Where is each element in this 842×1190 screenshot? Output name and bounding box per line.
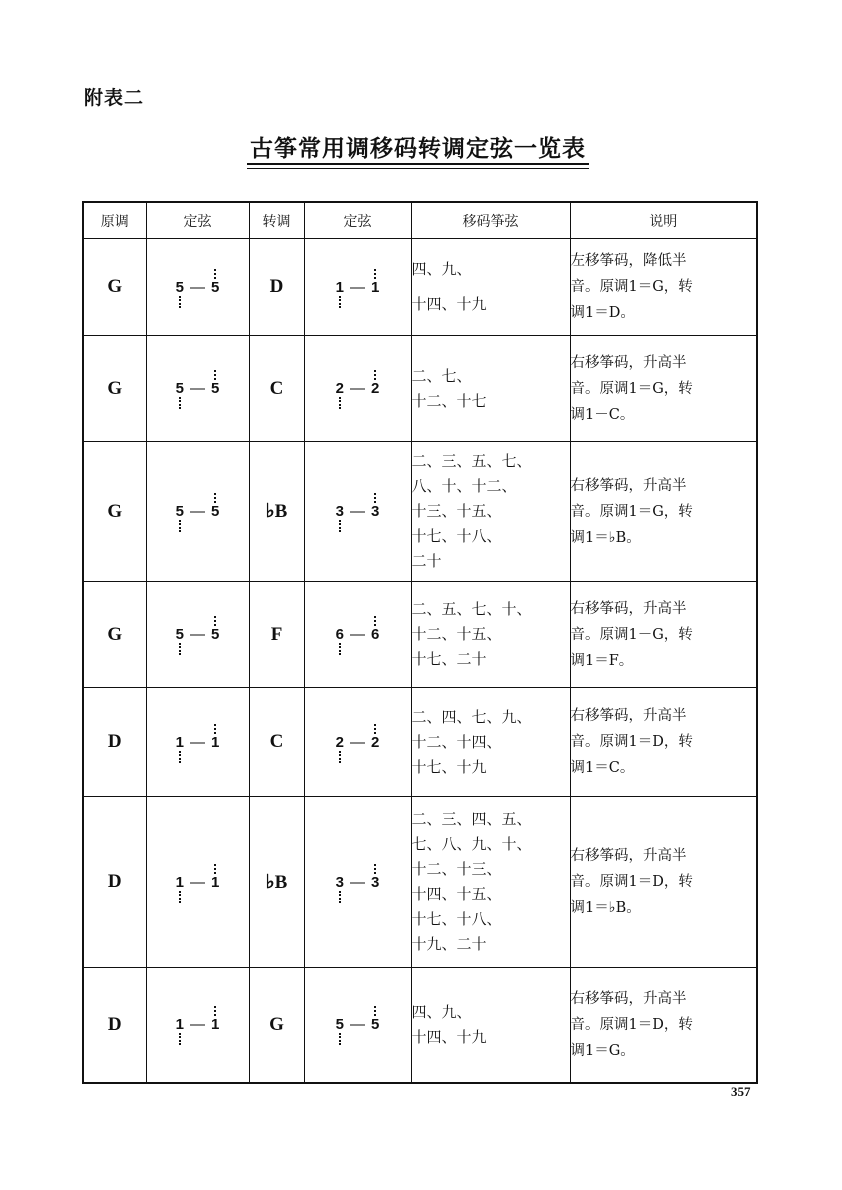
header-remark: 说明 [570,202,757,239]
tuning-cell [146,797,249,968]
string-line: 十四、十五、 [411,885,502,903]
high-octave-note: 1 [211,1016,220,1034]
string-line: 十二、十三、 [411,860,502,878]
remark-cell [570,336,757,442]
string-line: 十七、十八、 [411,910,502,928]
tuning-dash: — [190,626,205,643]
table-row [83,688,757,797]
remark-line: 右移筝码，升高半 [570,990,687,1007]
string-line: 十七、十八、 [411,527,502,545]
title-underline-thick [247,163,589,165]
remark-line: 调1＝F。 [570,652,634,669]
low-octave-note: 5 [335,1016,344,1034]
moved-strings-cell [411,239,570,336]
low-octave-note: 6 [335,626,344,643]
new-tuning-cell [304,582,411,688]
title-underline-thin [247,168,589,169]
low-octave-note: 2 [335,733,344,751]
tuning-cell [146,336,249,442]
moved-strings-cell [411,442,570,582]
remark-cell [570,797,757,968]
remark-cell [570,688,757,797]
header-original-key: 原调 [83,202,146,239]
string-line: 二十 [411,552,442,570]
high-octave-note: 2 [371,733,380,751]
remark-line: 调1＝C。 [570,760,635,776]
remark-line: 右移筝码，升高半 [570,477,687,494]
remark-line: 音。原调1＝D，转 [570,1016,693,1033]
string-line: 十二、十四、 [411,732,502,751]
low-octave-note: 2 [335,380,344,397]
remark-line: 调1－C。 [570,406,635,423]
remark-line: 右移筝码，升高半 [570,354,687,371]
low-octave-note: 1 [175,873,184,891]
high-octave-note: 5 [211,278,220,296]
header-moved-strings: 移码筝弦 [411,202,570,239]
low-octave-note: 5 [175,278,184,296]
remark-line: 音。原调1＝G，转 [570,279,693,295]
header-target-key: 转调 [249,202,304,239]
remark-line: 音。原调1＝D，转 [570,874,693,890]
string-line: 八、十、十二、 [411,477,517,495]
new-tuning-cell [304,239,411,336]
remark-cell [570,582,757,688]
string-line: 十二、十七 [411,391,487,410]
high-octave-note: 6 [371,626,380,643]
tuning-dash: — [350,873,365,891]
string-line: 二、四、七、九、 [411,707,532,726]
tuning-dash: — [350,733,365,751]
remark-line: 调1＝G。 [570,1042,635,1059]
remark-line: 右移筝码，升高半 [570,600,687,617]
moved-strings-cell [411,797,570,968]
page-title: 古筝常用调移码转调定弦一览表 [250,135,586,162]
low-octave-note: 5 [175,503,184,520]
high-octave-note: 3 [371,873,380,891]
remark-cell [570,968,757,1083]
high-octave-note: 3 [371,503,380,520]
tuning-cell [146,688,249,797]
low-octave-note: 5 [175,626,184,643]
new-tuning-cell [304,797,411,968]
low-octave-note: 1 [335,278,344,296]
high-octave-note: 5 [211,380,220,397]
target-key-cell: C [249,336,304,442]
high-octave-note: 5 [211,626,220,643]
tuning-dash: — [350,380,365,397]
string-line: 十四、十九 [411,295,487,313]
string-line: 十七、二十 [411,650,487,668]
string-line: 十九、二十 [411,935,487,953]
target-key-cell: F [249,582,304,688]
target-key-cell: D [249,239,304,336]
original-key-cell: G [83,336,146,442]
table-row [83,239,757,336]
original-key-cell: D [83,688,146,797]
low-octave-note: 1 [175,1016,184,1034]
target-key-cell: G [249,968,304,1083]
tuning-dash: — [190,278,205,296]
header-tuning: 定弦 [146,202,249,239]
string-line: 十七、十九 [411,757,487,776]
tuning-dash: — [350,503,365,520]
tuning-dash: — [350,626,365,643]
remark-cell [570,239,757,336]
tuning-dash: — [190,1016,205,1034]
table-body [83,239,757,1083]
original-key-cell: G [83,442,146,582]
target-key-cell: C [249,688,304,797]
moved-strings-cell [411,688,570,797]
remark-line: 右移筝码，升高半 [570,848,687,864]
tuning-cell [146,968,249,1083]
high-octave-note: 5 [211,503,220,520]
moved-strings-cell [411,968,570,1083]
string-line: 二、五、七、十、 [411,600,532,618]
string-line: 二、三、四、五、 [411,810,532,828]
string-line: 七、八、九、十、 [411,835,532,853]
remark-line: 调1＝♭B。 [570,900,641,916]
original-key-cell: D [83,797,146,968]
table-header-row [83,202,757,239]
tuning-cell [146,582,249,688]
low-octave-note: 1 [175,733,184,751]
header-new-tuning: 定弦 [304,202,411,239]
string-line: 十三、十五、 [411,502,502,520]
table-row [83,968,757,1083]
tuning-dash: — [190,380,205,397]
remark-line: 调1＝♭B。 [570,529,641,546]
remark-line: 音。原调1＝G，转 [570,380,693,397]
new-tuning-cell [304,442,411,582]
high-octave-note: 1 [211,873,220,891]
high-octave-note: 2 [371,380,380,397]
moved-strings-cell [411,582,570,688]
new-tuning-cell [304,688,411,797]
string-line: 十四、十九 [411,1027,487,1046]
new-tuning-cell [304,968,411,1083]
tuning-dash: — [350,278,365,296]
remark-line: 音。原调1－G，转 [570,626,693,643]
tuning-dash: — [190,733,205,751]
low-octave-note: 3 [335,503,344,520]
appendix-label: 附表二 [84,87,145,109]
original-key-cell: D [83,968,146,1083]
table-row [83,336,757,442]
original-key-cell: G [83,239,146,336]
table-row [83,582,757,688]
tuning-table [82,201,758,1084]
page-number: 357 [731,1084,751,1099]
remark-cell [570,442,757,582]
remark-line: 左移筝码，降低半 [570,253,687,269]
tuning-dash: — [190,503,205,520]
tuning-dash: — [350,1016,365,1034]
table-row [83,442,757,582]
remark-line: 调1＝D。 [570,305,635,321]
low-octave-note: 5 [175,380,184,397]
remark-line: 音。原调1＝D，转 [570,734,693,750]
string-line: 四、九、 [411,260,472,278]
high-octave-note: 5 [371,1016,380,1034]
remark-line: 音。原调1＝G，转 [570,503,693,520]
high-octave-note: 1 [211,733,220,751]
remark-line: 右移筝码，升高半 [570,708,687,724]
original-key-cell: G [83,582,146,688]
table-row [83,797,757,968]
target-key-cell: ♭B [249,442,304,582]
low-octave-note: 3 [335,873,344,891]
tuning-dash: — [190,873,205,891]
string-line: 二、七、 [411,366,472,385]
tuning-cell [146,442,249,582]
string-line: 十二、十五、 [411,625,502,643]
string-line: 四、九、 [411,1002,472,1021]
tuning-cell [146,239,249,336]
string-line: 二、三、五、七、 [411,452,532,470]
high-octave-note: 1 [371,278,380,296]
target-key-cell: ♭B [249,797,304,968]
new-tuning-cell [304,336,411,442]
moved-strings-cell [411,336,570,442]
